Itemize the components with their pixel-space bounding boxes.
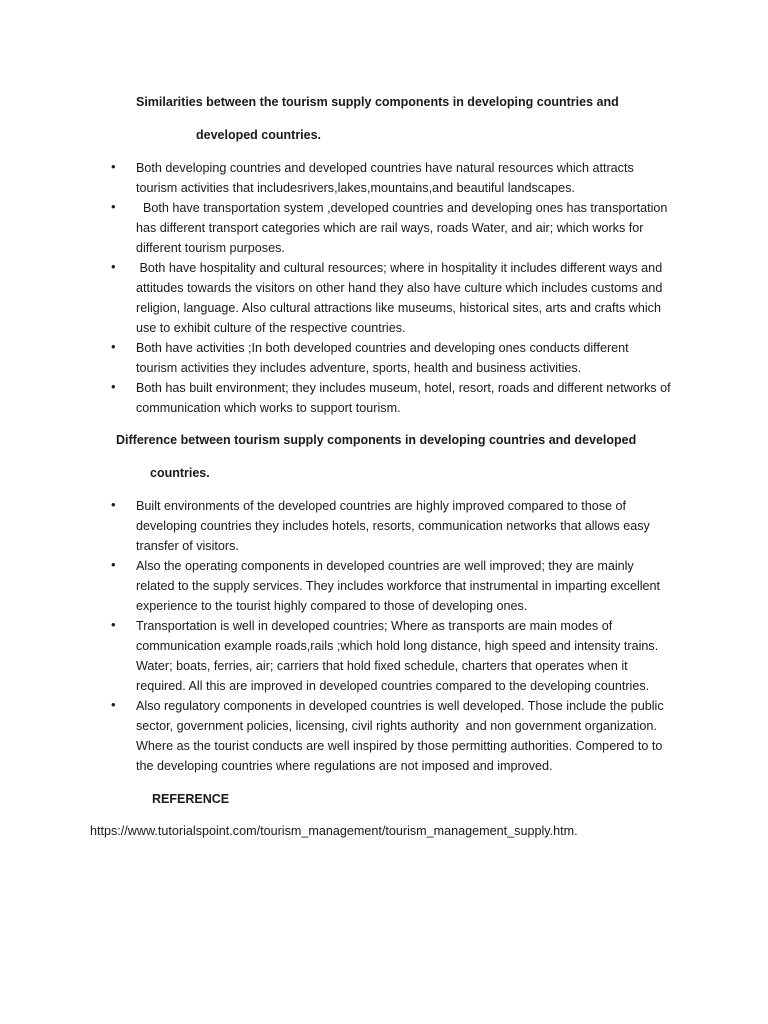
bullet-icon: •	[111, 259, 116, 274]
bullet-icon: •	[111, 339, 116, 354]
list-item	[111, 338, 671, 378]
list-item-text: Both has built environment; they includes museum, hotel, resort, roads and different networks of communication which works to support tourism.	[136, 381, 671, 415]
list-item	[111, 158, 671, 198]
bullet-icon: •	[111, 379, 116, 394]
list-item	[111, 496, 671, 556]
reference-url: https://www.tutorialspoint.com/tourism_management/tourism_management_supply.htm.	[90, 824, 578, 838]
list-item-text: Also regulatory components in developed countries is well developed. Those include the public sector, government policies, licensing, civil rights authority and non government organization. Where as the tourist conducts are well inspired by those permitting authorities. Compered to to the developing countries where regulations are not imposed and improved.	[136, 699, 664, 773]
list-item	[111, 198, 671, 258]
bullet-icon: •	[111, 159, 116, 174]
differences-heading-line-1: Difference between tourism supply components in developing countries and developed	[116, 433, 637, 447]
bullet-icon: •	[111, 557, 116, 572]
list-item-text: Built environments of the developed countries are highly improved compared to those of developing countries they includes hotels, resorts, communication networks that allows easy transfer of visitors.	[136, 499, 650, 553]
list-item-text: Both have hospitality and cultural resources; where in hospitality it includes different ways and attitudes towards the visitors on other hand they also have culture which includes customs and religion, language. Also cultural attractions like museums, historical sites, arts and crafts which use to exhibit culture of the respective countries.	[136, 261, 663, 335]
list-item-text: Both have activities ;In both developed countries and developing ones conducts different tourism activities they includes adventure, sports, health and business activities.	[136, 341, 629, 375]
bullet-icon: •	[111, 617, 116, 632]
bullet-icon: •	[111, 497, 116, 512]
list-item	[111, 378, 671, 418]
list-item	[111, 696, 671, 776]
reference-heading: REFERENCE	[152, 792, 230, 806]
list-item	[111, 258, 671, 338]
differences-list	[111, 496, 671, 776]
similarities-heading-line-2: developed countries.	[196, 128, 322, 142]
differences-heading-line-2: countries.	[150, 466, 210, 480]
bullet-icon: •	[111, 697, 116, 712]
bullet-icon: •	[111, 199, 116, 214]
list-item-text: Both have transportation system ,developed countries and developing ones has transportation has different transport categories which are rail ways, roads Water, and air; which works for different tourism purposes.	[136, 201, 668, 255]
list-item	[111, 616, 671, 696]
similarities-heading-line-1: Similarities between the tourism supply components in developing countries and	[136, 95, 619, 109]
list-item	[111, 556, 671, 616]
list-item-text: Both developing countries and developed countries have natural resources which attracts tourism activities that includesrivers,lakes,mountains,and beautiful landscapes.	[136, 161, 634, 195]
list-item-text: Transportation is well in developed countries; Where as transports are main modes of communication example roads,rails ;which hold long distance, high speed and intensity trains. Water; boats, ferries, air; carriers that hold fixed schedule, charters that operates when it required. All this are improved in developed countries compared to the developing countries.	[136, 619, 659, 693]
list-item-text: Also the operating components in developed countries are well improved; they are mainly related to the supply services. They includes workforce that instrumental in imparting excellent experience to the tourist highly compared to those of developing ones.	[136, 559, 661, 613]
similarities-list	[111, 158, 671, 418]
